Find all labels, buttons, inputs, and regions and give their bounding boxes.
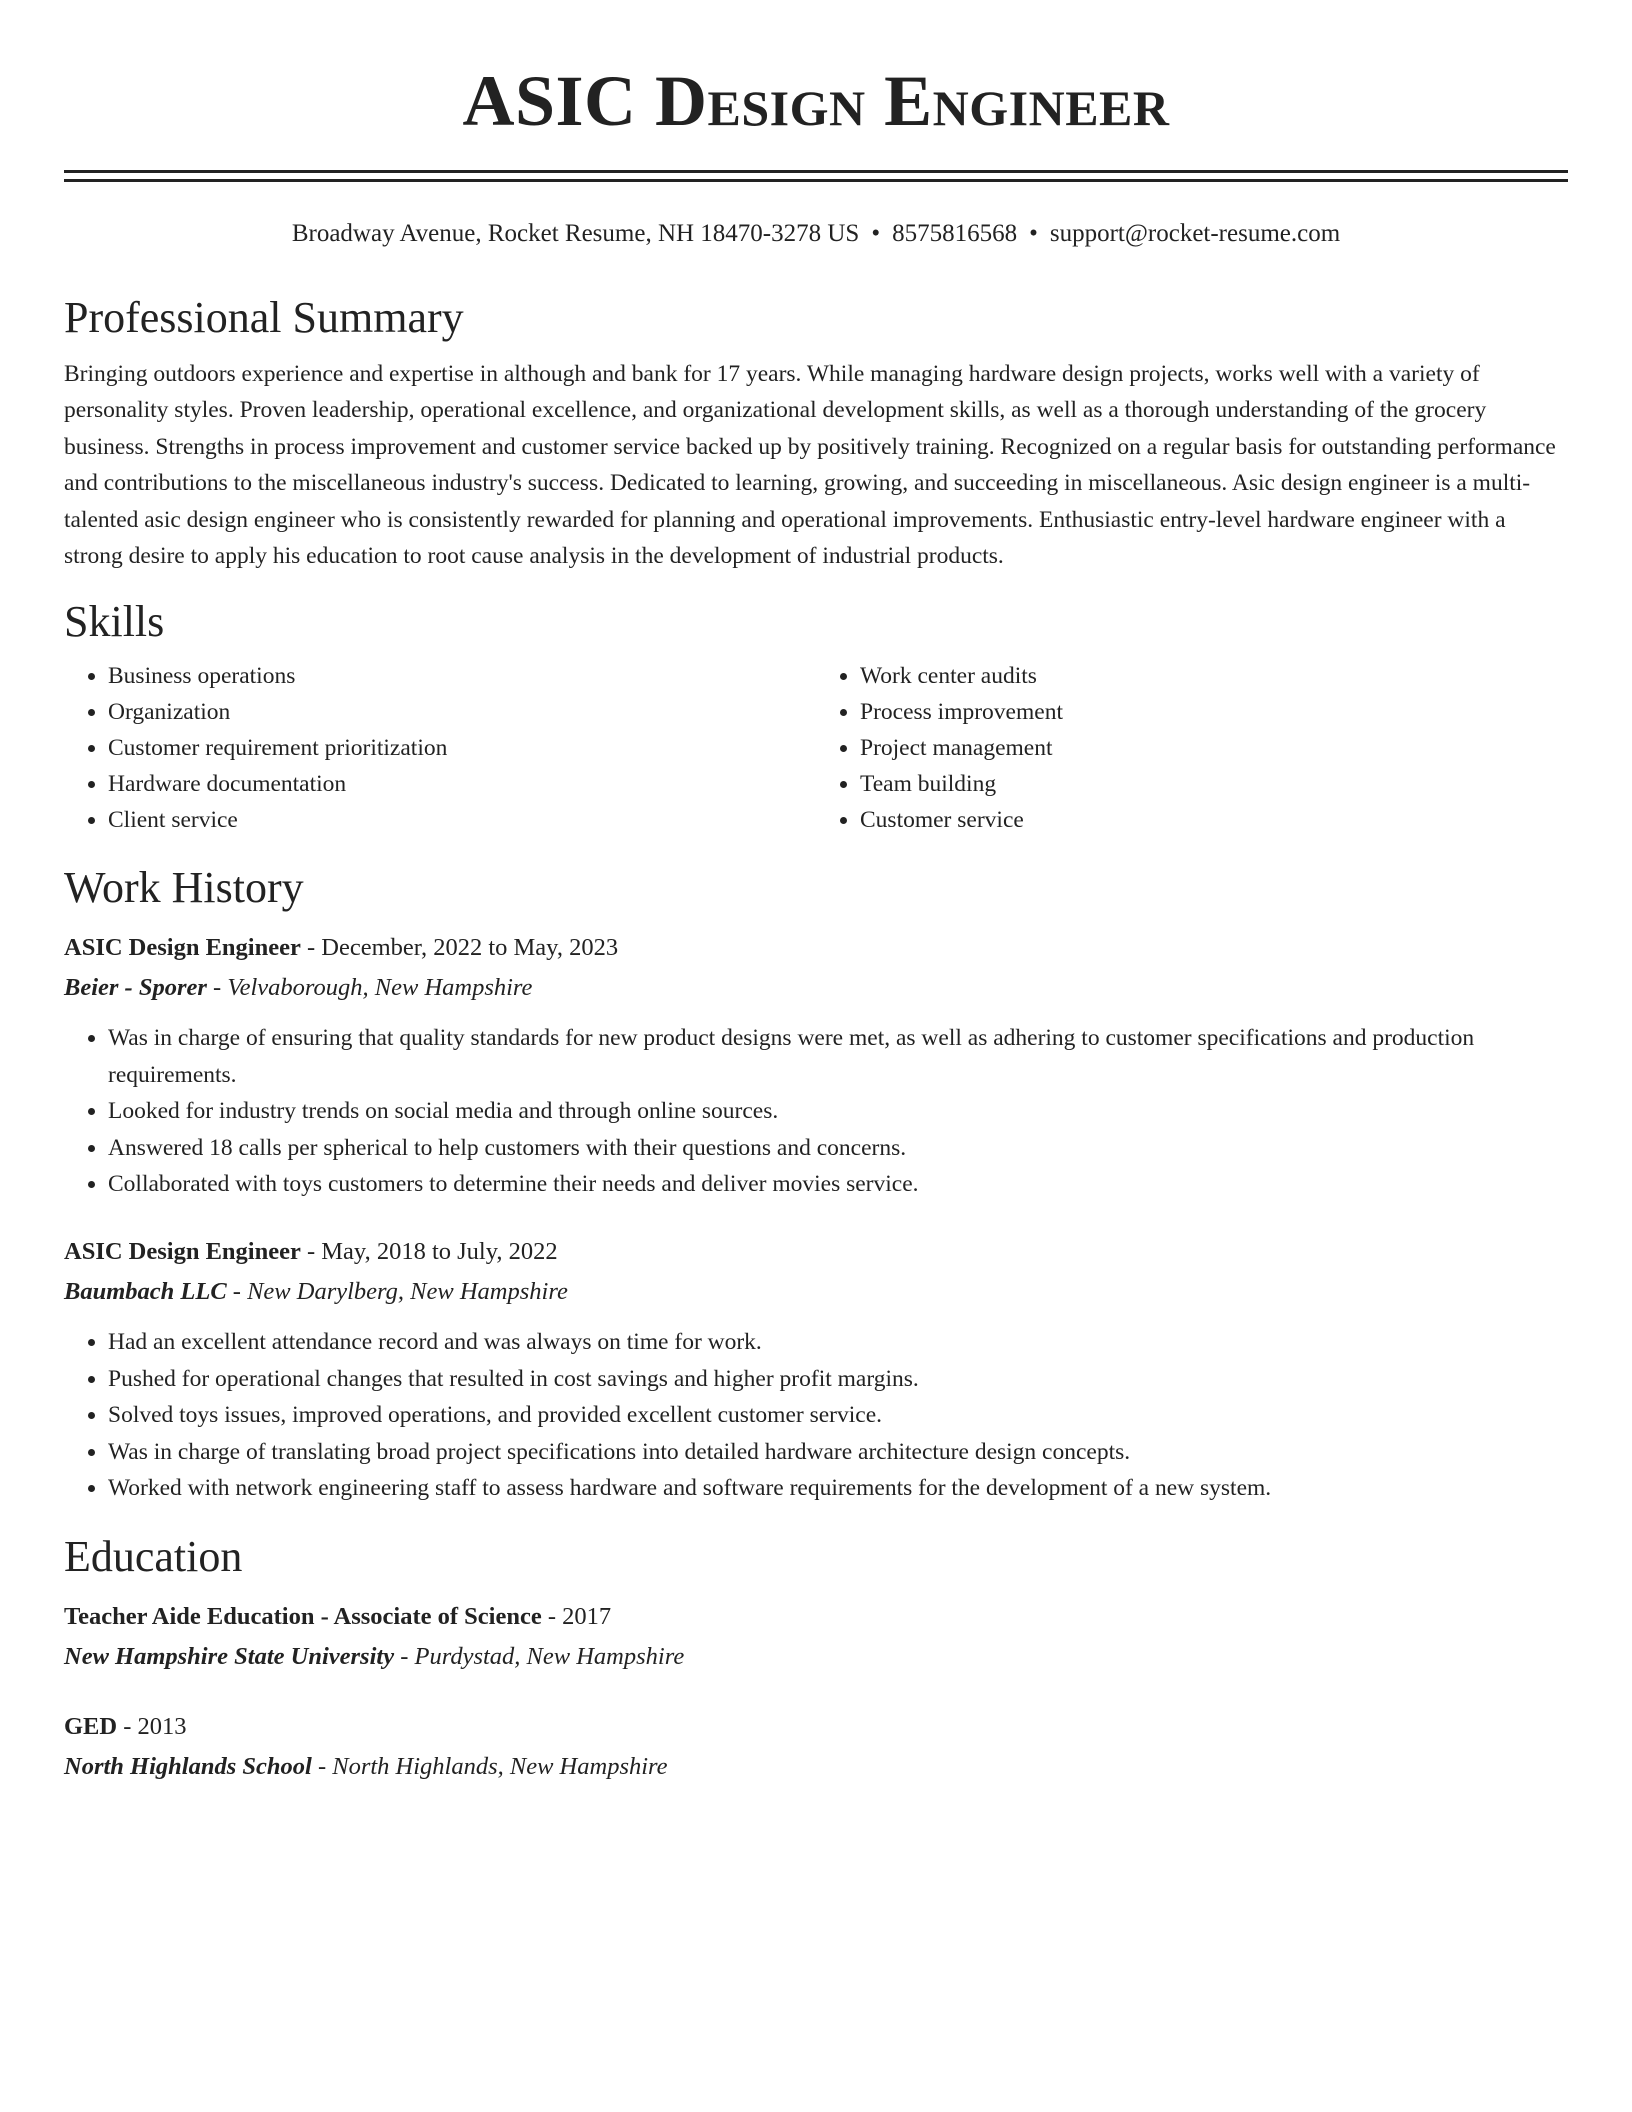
contact-phone: 8575816568: [892, 220, 1018, 247]
skill-item: • Business operations: [108, 658, 816, 694]
job-employer: [64, 968, 1568, 1008]
job-bullet: • Was in charge of ensuring that quality standards for new product designs were met, as well as adhering to customer specifications and production requirements.: [108, 1020, 1568, 1093]
job-bullets: [64, 1324, 1568, 1506]
education-school: North Highlands School: [64, 1752, 312, 1780]
education-header: [64, 1597, 1568, 1637]
skill-item: • Organization: [108, 694, 816, 730]
job-bullets: [64, 1020, 1568, 1202]
job-location: - New Darylberg, New Hampshire: [226, 1278, 568, 1306]
education-entry: [64, 1597, 1568, 1677]
education-heading: Education: [64, 1531, 243, 1581]
education-location: - North Highlands, New Hampshire: [311, 1752, 668, 1780]
work-history-heading: Work History: [64, 863, 304, 913]
job-role: ASIC Design Engineer: [64, 1238, 301, 1266]
skill-item: • Project management: [860, 730, 1568, 766]
education-year: - 2013: [117, 1712, 187, 1740]
job-header: [64, 928, 1568, 968]
education-year: - 2017: [541, 1602, 612, 1630]
contact-email: support@rocket-resume.com: [1049, 220, 1341, 247]
job-company: Beier - Sporer: [64, 974, 207, 1002]
title-divider-top: [64, 170, 1568, 173]
job-dates: - May, 2018 to July, 2022: [300, 1238, 558, 1266]
education-degree: GED: [64, 1712, 118, 1740]
skills-heading: Skills: [64, 597, 165, 647]
contact-separator: •: [1029, 220, 1038, 247]
contact-line: [64, 218, 1568, 250]
job-employer: [64, 1272, 1568, 1312]
skill-item: • Customer requirement prioritization: [108, 730, 816, 766]
skills-list: [64, 658, 1568, 838]
job-bullet: • Worked with network engineering staff to assess hardware and software requirements for the development of a new system.: [108, 1470, 1568, 1506]
skills-column-left: [64, 658, 816, 838]
education-header: [64, 1707, 1568, 1747]
job-header: [64, 1232, 1568, 1272]
job-company: Baumbach LLC: [64, 1278, 227, 1306]
resume-title: ASIC Design Engineer: [462, 61, 1170, 141]
job-location: - Velvaborough, New Hampshire: [206, 974, 533, 1002]
education-degree: Teacher Aide Education - Associate of Science: [64, 1602, 542, 1630]
job-entry: [64, 1232, 1568, 1506]
skill-item: • Team building: [860, 766, 1568, 802]
job-entry: [64, 928, 1568, 1202]
education-school: New Hampshire State University: [64, 1642, 395, 1670]
job-bullet: • Solved toys issues, improved operations, and provided excellent customer service.: [108, 1397, 1568, 1433]
job-bullet: • Had an excellent attendance record and was always on time for work.: [108, 1324, 1568, 1360]
skill-item: • Client service: [108, 802, 816, 838]
education-location: - Purdystad, New Hampshire: [394, 1642, 685, 1670]
contact-address: Broadway Avenue, Rocket Resume, NH 18470-3278 US: [291, 220, 860, 247]
title-divider-bottom: [64, 179, 1568, 182]
job-role: ASIC Design Engineer: [64, 934, 301, 962]
summary-text: Bringing outdoors experience and expertise in although and bank for 17 years. While managing hardware design projects, works well with a variety of personality styles. Proven leadership, operational excellence, and organizational development skills, as well as a thorough understanding of the grocery business. Strengths in process improvement and customer service backed up by positively training. Recognized on a regular basis for outstanding performance and contributions to the miscellaneous industry's success. Dedicated to learning, growing, and succeeding in miscellaneous. Asic design engineer is a multi-talented asic design engineer who is consistently rewarded for planning and operational improvements. Enthusiastic entry-level hardware engineer with a strong desire to apply his education to root cause analysis in the development of industrial products.: [64, 361, 1556, 570]
skill-item: • Process improvement: [860, 694, 1568, 730]
education-institution: [64, 1637, 1568, 1677]
education-entry: [64, 1707, 1568, 1787]
skill-item: • Customer service: [860, 802, 1568, 838]
skill-item: • Work center audits: [860, 658, 1568, 694]
skill-item: • Hardware documentation: [108, 766, 816, 802]
job-dates: - December, 2022 to May, 2023: [300, 934, 619, 962]
skills-column-right: [816, 658, 1568, 838]
job-bullet: • Pushed for operational changes that resulted in cost savings and higher profit margins.: [108, 1361, 1568, 1397]
job-bullet: • Looked for industry trends on social media and through online sources.: [108, 1093, 1568, 1129]
job-bullet: • Was in charge of translating broad project specifications into detailed hardware architecture design concepts.: [108, 1434, 1568, 1470]
contact-separator: •: [871, 220, 881, 247]
summary-heading: Professional Summary: [64, 293, 464, 342]
job-bullet: • Answered 18 calls per spherical to help customers with their questions and concerns.: [108, 1130, 1568, 1166]
education-institution: [64, 1747, 1568, 1787]
job-bullet: • Collaborated with toys customers to determine their needs and deliver movies service.: [108, 1166, 1568, 1202]
